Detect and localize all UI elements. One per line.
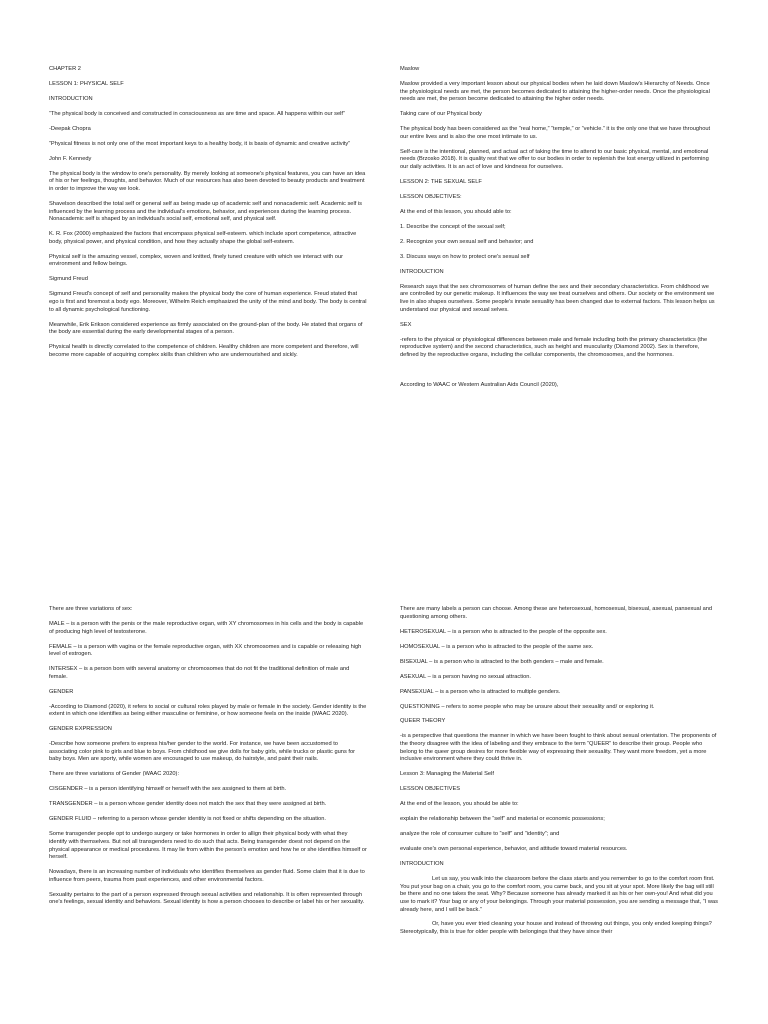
paragraph: -Describe how someone prefers to express his/her gender to the world. For instance, we have been accustomed to associating color pink to girls and blue to boys. From childhood we give dolls for baby girls, while trucks or plastic guns for baby boys. Men are sporty, while women are encouraged to use makeup, do hairstyle, and paint their nails. <box>49 741 356 763</box>
lesson-heading: Lesson 3: Managing the Material Self <box>400 771 494 778</box>
quote: “The physical body is conceived and constructed in consciousness as are time and space. All happens within our self” <box>49 110 345 117</box>
paragraph: Shavelson described the total self or general self as being made up of academic self and nonacademic self. Academic self is influenced by the learning process and the individual's emotions, behavior, and experiences during the learning process. Nonacademic self is shaped by an individual's social self, emotional self, and physical self. <box>49 201 362 223</box>
lesson-heading: LESSON 2: THE SEXUAL SELF <box>400 178 482 185</box>
objective-item: explain the relationship between the “self” and material or economic possessions; <box>400 816 605 823</box>
section-heading: Maslow <box>400 66 420 72</box>
paragraph: At the end of this lesson, you should able to: <box>400 208 512 215</box>
definition-item: MALE – is a person with the penis or the male reproductive organ, with XY chromosomes in his cells and the body is capable of producing high level of testosterone. <box>49 620 364 635</box>
quote-author: -Deepak Chopra <box>49 125 91 132</box>
objective-item: 1. Describe the concept of the sexual self; <box>400 223 506 230</box>
paragraph: Maslow provided a very important lesson about our physical bodies when he laid down Maslow's Hierarchy of Needs. Once the physiological needs are met, the person becomes dedicated to attaining the higher-order needs. Once the physiological needs are met, the person become dedicated to attaining the higher order needs. <box>400 80 710 103</box>
definition-item: CISGENDER – is a person identifying himself or herself with the sex assigned to them at birth. <box>49 786 287 793</box>
paragraph: Sigmund Freud's concept of self and personality makes the physical body the core of human experience. Freud stated that ego is first and foremost a body ego. Moreover, Wilhelm Reich emphasized the unity of the mind and body. The body is central to all dynamic psychological functioning. <box>49 291 367 313</box>
paragraph: Let us say, you walk into the classroom before the class starts and you remember to go to the comfort room first. You put your bag on a chair, you go to the comfort room, you came back, and you sit at your spot. More likely the bag will still be there and no one takes the seat. Why? Because someone has already marked it as his or her own-you! And what did you use to mark it? Your bag or any of your belongings. Through your material possession, you are sending a message that, “I was already here, and I will be back.” <box>400 876 718 913</box>
paragraph: Or, have you ever tried cleaning your house and instead of throwing out things, you only ended keeping things? Stereotypically, this is true for older people with belongings that they have since their <box>400 921 712 936</box>
objective-item: 2. Recognize your own sexual self and behavior; and <box>400 238 534 245</box>
paragraph: Sexuality pertains to the part of a person expressed through sexual activities and relationship. It is often represented through one's feelings, sexual identity and behaviors. Sexual identity is how a person chooses to describe or label his or her sexuality. <box>49 891 365 906</box>
section-heading: SEX <box>400 321 412 328</box>
paragraph: Nowadays, there is an increasing number of individuals who identifies themselves as gender fluid. Some claim that it is due to influence from peers, trauma from past experiences, and other environmental factors. <box>49 869 365 883</box>
definition-item: BISEXUAL – is a person who is attracted to the both genders – male and female. <box>400 658 604 665</box>
section-heading: Taking care of our Physical body <box>400 111 482 118</box>
definition-item: ASEXUAL – is a person having no sexual attraction. <box>400 673 531 680</box>
paragraph: -is a perspective that questions the manner in which we have been fought to think about sexual orientation. The proponents of the theory disagree with the idea of labeling and they embrace to the term “QUEER” to describe their group. People who belong to the queer group desires for more flexible way of expressing their sexuality. They want more freedom, yet a more inclusive environment where they could thrive in. <box>400 733 717 763</box>
quote: “Physical fitness is not only one of the most important keys to a healthy body, it is basis of dynamic and creative activity” <box>49 140 351 147</box>
paragraph: Some transgender people opt to undergo surgery or take hormones in order to allign their physical body with what they identify with themselves. But not all transgenders need to do such that acts. Being transgender doest not depend on the physical appearance or medical procedures. It may lie from within the person's emotion and how he or she identifies himself or herself. <box>49 831 367 861</box>
paragraph: Physical self is the amazing vessel, complex, woven and knitted, finely tuned creature with which we interact with our environment and fellow beings. <box>49 253 343 268</box>
section-heading: INTRODUCTION <box>49 95 93 102</box>
section-heading: LESSON OBJECTIVES: <box>400 193 462 200</box>
definition-item: HOMOSEXUAL – is a person who is attracted to the people of the same sex. <box>400 643 594 650</box>
paragraph: According to WAAC or Western Australian Aids Council (2020), <box>400 381 559 388</box>
bottom-right-quadrant <box>400 606 718 944</box>
section-heading: QUEER THEORY <box>400 718 446 725</box>
section-heading: INTRODUCTION <box>400 861 444 868</box>
top-left-quadrant <box>49 66 367 367</box>
objective-item: evaluate one's own personal experience, behavior, and attitude toward material resources. <box>400 846 628 853</box>
paragraph: -refers to the physical or physiological differences between male and female including both the primary characteristics (the reproductive system) and the second characteristics, such as height and muscularity (Diamond 2002). Sex is therefore, defined by the reproductive organs, including the cellular components, the chromosomes, and the hormones. <box>400 336 708 358</box>
paragraph: K. R. Fox (2000) emphasized the factors that encompass physical self-esteem. which include sport competence, attractive body, physical power, and physical condition, and how they actually shape the global self-esteem. <box>49 231 357 245</box>
objective-item: 3. Discuss ways on how to protect one's sexual self <box>400 253 530 260</box>
paragraph: -According to Diamond (2020), it refers to social or cultural roles played by male or female in the society. Gender identity is the extent in which one identifies as being either masculine or feminine, or how someone feels on the inside (WAAC 2020). <box>49 703 367 718</box>
definition-item: TRANSGENDER – is a person whose gender identity does not match the sex that they were assigned at birth. <box>49 801 327 808</box>
paragraph: At the end of the lesson, you should be able to: <box>400 801 519 808</box>
lesson-heading: LESSON 1: PHYSICAL SELF <box>49 80 124 87</box>
objective-item: analyze the role of consumer culture to “self” and “identity”; and <box>400 831 560 838</box>
section-heading: Sigmund Freud <box>49 276 88 283</box>
definition-item: HETEROSEXUAL – is a person who is attracted to the people of the opposite sex. <box>400 628 607 635</box>
bottom-left-quadrant <box>49 606 367 914</box>
section-heading: GENDER <box>49 688 74 695</box>
top-right-quadrant <box>400 66 718 397</box>
chapter-heading: CHAPTER 2 <box>49 66 81 72</box>
paragraph: There are many labels a person can choose. Among these are heterosexual, homosexual, bisexual, asexual, pansexual and questioning among others. <box>400 606 713 620</box>
paragraph: Physical health is directly correlated to the competence of children. Healthy children are more competent and therefore, will become more capable of acquiring complex skills than children who are undernourished and sickly. <box>49 344 359 358</box>
blank-line <box>400 367 718 375</box>
section-heading: GENDER EXPRESSION <box>49 726 112 733</box>
definition-item: INTERSEX – is a person born with several anatomy or chromosomes that do not fit the traditional definition of male and female. <box>49 666 350 680</box>
paragraph: Self-care is the intentional, planned, and actual act of taking the time to attend to our basic physical, mental, and emotional needs (Brzosko 2018). It is quality rest that we offer to our bodies in order to replenish the lost energy utilized in performing our daily activities. It is an act of love and kindness for ourselves. <box>400 148 709 170</box>
paragraph: The physical body is the window to one's personality. By merely looking at someone's physical features, you can have an idea of his or her feelings, thoughts, and behavior. Much of our resources has also been devoted to beauty products and treatment in order to improve the way we look. <box>49 170 366 193</box>
paragraph: The physical body has been considered as the “real home,” “temple,” or “vehicle.” it is the only one that we have throughout our entire lives and is also the one most intimate to us. <box>400 126 711 140</box>
section-heading: INTRODUCTION <box>400 268 444 275</box>
paragraph: Meanwhile, Erik Erikson considered experience as firmly associated on the ground-plan of the body. He stated that organs of the body are essential during the early developmental stages of a person. <box>49 321 363 336</box>
paragraph: There are three variations of sex: <box>49 606 133 612</box>
definition-item: FEMALE – is a person with vagina or the female reproductive organ, with XX chromosomes and is capable or releasing high level of estrogen. <box>49 643 362 658</box>
definition-item: PANSEXUAL – is a person who is attracted to multiple genders. <box>400 688 561 695</box>
paragraph: There are three variations of Gender (WAAC 2020): <box>49 771 180 778</box>
quote-author: John F. Kennedy <box>49 155 92 162</box>
definition-item: QUESTIONING – refers to some people who may be unsure about their sexuality and/ or exploring it. <box>400 703 655 710</box>
definition-item: GENDER FLUID – referring to a person whose gender identity is not fixed or shifts depending on the situation. <box>49 816 326 823</box>
paragraph: Research says that the sex chromosomes of human define the sex and their secondary characteristics. From childhood we are controlled by our genetic makeup. It influences the way we treat ourselves and others. Our society or the environment we live in also shapes ourselves. Some people's innate sexuality has been changed due to external factors. This lesson helps us understand our physical and sexual selves. <box>400 283 715 313</box>
section-heading: LESSON OBJECTIVES <box>400 786 461 793</box>
